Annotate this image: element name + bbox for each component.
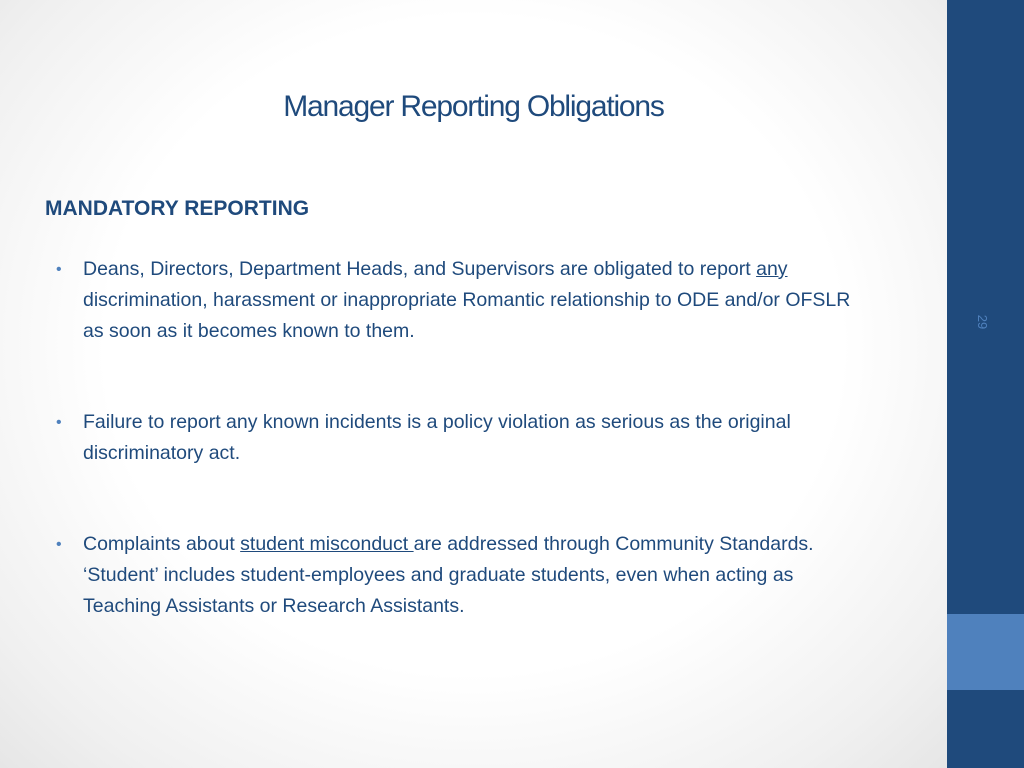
bullet-dot-icon: • [56,536,62,553]
bullet-item-failure-to-report [56,407,876,469]
bullet-item-reporting-obligation [56,254,876,347]
slide-title: Manager Reporting Obligations [283,90,664,123]
section-heading: MANDATORY REPORTING [45,197,310,220]
bullet-text-part: Deans, Directors, Department Heads, and Supervisors are obligated to report [83,258,757,280]
bullet-text-part: Complaints about [83,533,241,555]
sidebar-accent-block [947,614,1024,690]
underlined-emphasis: student misconduct [240,533,414,555]
bullet-text: Failure to report any known incidents is a policy violation as serious as the original discriminatory act. [83,411,791,464]
bullet-item-student-complaints [56,529,876,622]
bullet-text-part: are addressed through Community Standards. ‘Student’ includes student-employees and graduate students, even when acting as Teaching Assistants or Research Assistants. [83,533,814,617]
bullet-dot-icon: • [56,261,62,278]
underlined-emphasis: any [756,258,788,280]
bullet-dot-icon: • [56,414,62,431]
bullet-text-part: discrimination, harassment or inappropriate Romantic relationship to ODE and/or OFSLR as soon as it becomes known to them. [83,289,851,342]
bullet-list [56,254,876,682]
page-number: 29 [975,314,990,330]
